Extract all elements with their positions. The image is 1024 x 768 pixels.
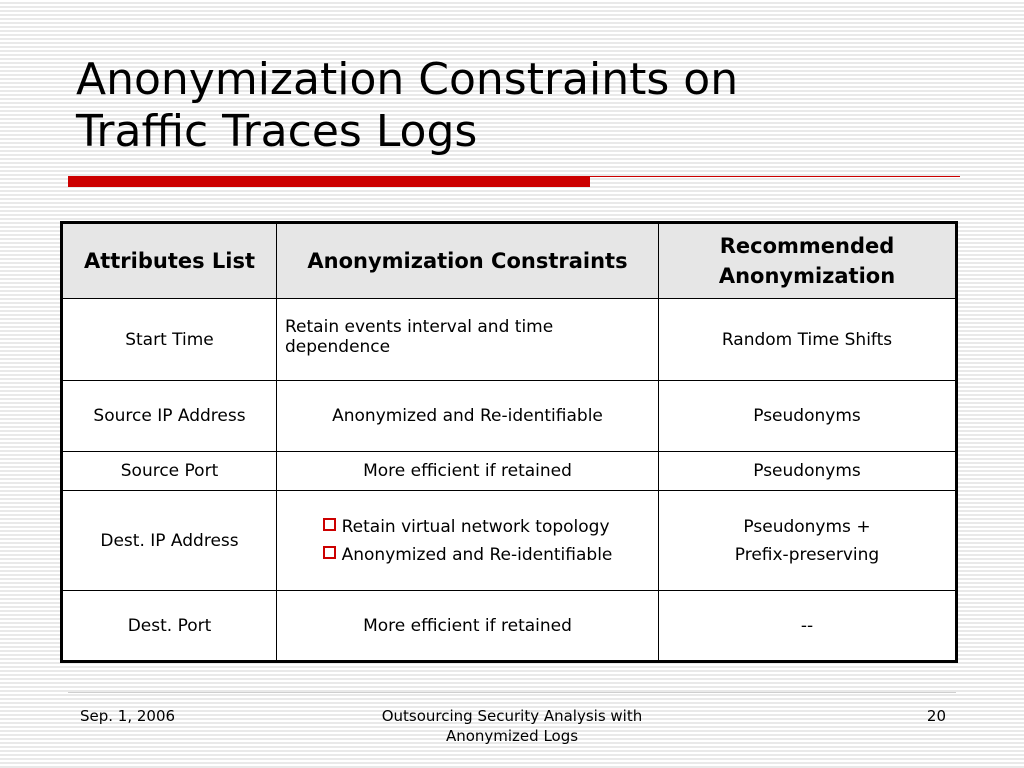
cell-constraint: Anonymized and Re-identifiable [277,381,659,452]
table-header-row [62,223,957,299]
constraints-table [60,221,958,663]
header-recommended-anonymization: Recommended Anonymization [659,223,957,299]
cell-recommendation: Pseudonyms [659,381,957,452]
recommendation-line: Pseudonyms + [743,516,871,537]
list-item [323,513,613,541]
slide-title-line-2: Traffic Traces Logs [76,106,478,157]
page-number: 20 [926,707,946,725]
header-anonymization-constraints: Anonymization Constraints [277,223,659,299]
recommendation-lines [735,513,879,569]
bullet-text: Anonymized and Re-identifiable [341,544,613,565]
footer-title: Outsourcing Security Analysis with Anonymized Logs [381,707,643,745]
cell-constraint: Retain events interval and time dependence [277,299,659,381]
cell-attribute: Source IP Address [62,381,277,452]
cell-constraint: More efficient if retained [277,591,659,662]
cell-recommendation: -- [659,591,957,662]
title-underline-thick [68,176,590,187]
footer-date: Sep. 1, 2006 [80,707,176,725]
recommendation-line: Prefix-preserving [734,544,880,565]
cell-attribute: Dest. Port [62,591,277,662]
square-bullet-icon [323,518,336,531]
bullet-text: Retain virtual network topology [341,516,610,537]
slide-title-line-1: Anonymization Constraints on [76,54,739,105]
table-row [62,591,957,662]
cell-constraint: More efficient if retained [277,452,659,491]
cell-attribute: Dest. IP Address [62,491,277,591]
cell-attribute: Start Time [62,299,277,381]
table-row [62,452,957,491]
table-row [62,491,957,591]
slide-title [76,54,976,158]
footer-divider [68,692,956,693]
list-item [323,541,613,569]
header-attributes-list: Attributes List [62,223,277,299]
constraint-bullet-list [323,513,613,569]
cell-attribute: Source Port [62,452,277,491]
cell-constraint-list [277,491,659,591]
square-bullet-icon [323,546,336,559]
title-underline-thin [590,176,960,177]
table-row [62,381,957,452]
cell-recommendation: Random Time Shifts [659,299,957,381]
table-row [62,299,957,381]
cell-recommendation: Pseudonyms [659,452,957,491]
cell-recommendation [659,491,957,591]
